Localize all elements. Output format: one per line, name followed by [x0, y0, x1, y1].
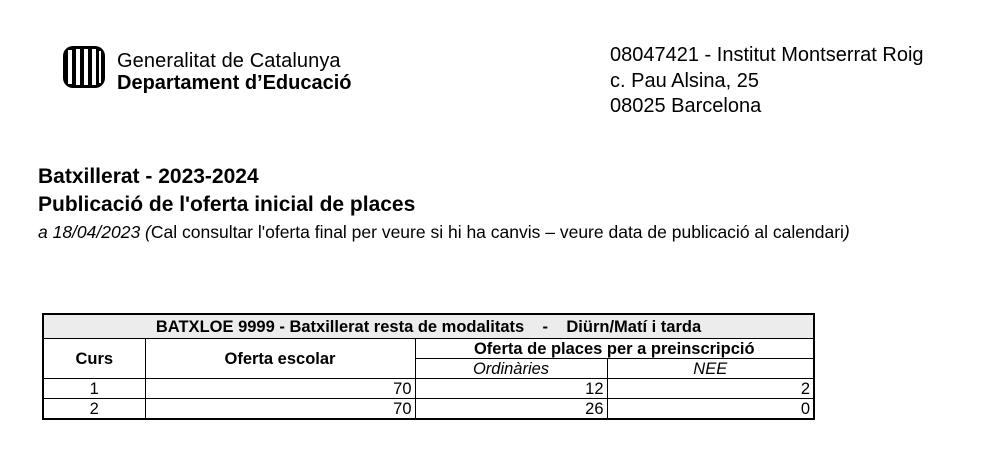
- doc-title: Batxillerat - 2023-2024: [38, 165, 259, 188]
- cell-ordinaries: 26: [415, 399, 607, 420]
- organization-name: [117, 50, 352, 94]
- org-line-1: Generalitat de Catalunya: [117, 50, 341, 72]
- cell-oferta: 70: [145, 379, 415, 399]
- offer-table: [42, 313, 815, 420]
- school-street: c. Pau Alsina, 25: [610, 69, 759, 92]
- cell-curs: 2: [43, 399, 145, 420]
- doc-note-close: ): [843, 222, 850, 242]
- school-name: 08047421 - Institut Montserrat Roig: [610, 44, 924, 66]
- cell-nee: 2: [607, 379, 814, 399]
- col-header-oferta: Oferta escolar: [145, 339, 415, 379]
- table-row: [43, 399, 814, 420]
- school-city: 08025 Barcelona: [610, 95, 762, 117]
- table-caption: BATXLOE 9999 - Batxillerat resta de modalitats - Diürn/Matí i tarda: [43, 314, 814, 339]
- table-row: [43, 379, 814, 399]
- doc-note-text: Cal consultar l'oferta final per veure si hi ha canvis – veure data de publicació al calendari: [150, 222, 844, 242]
- cell-ordinaries: 12: [415, 379, 607, 399]
- generalitat-logo-icon: [62, 45, 106, 89]
- col-header-nee: NEE: [607, 359, 814, 379]
- doc-subtitle: Publicació de l'oferta inicial de places: [38, 193, 416, 216]
- cell-curs: 1: [43, 379, 145, 399]
- school-address: [610, 43, 924, 120]
- col-header-curs: Curs: [43, 339, 145, 379]
- doc-date: a 18/04/2023 (: [38, 222, 151, 242]
- cell-oferta: 70: [145, 399, 415, 420]
- col-header-group: Oferta de places per a preinscripció: [415, 339, 814, 359]
- cell-nee: 0: [607, 399, 814, 420]
- org-line-2: Departament d’Educació: [117, 72, 352, 94]
- doc-note: [38, 222, 850, 243]
- col-header-ordinaries: Ordinàries: [415, 359, 607, 379]
